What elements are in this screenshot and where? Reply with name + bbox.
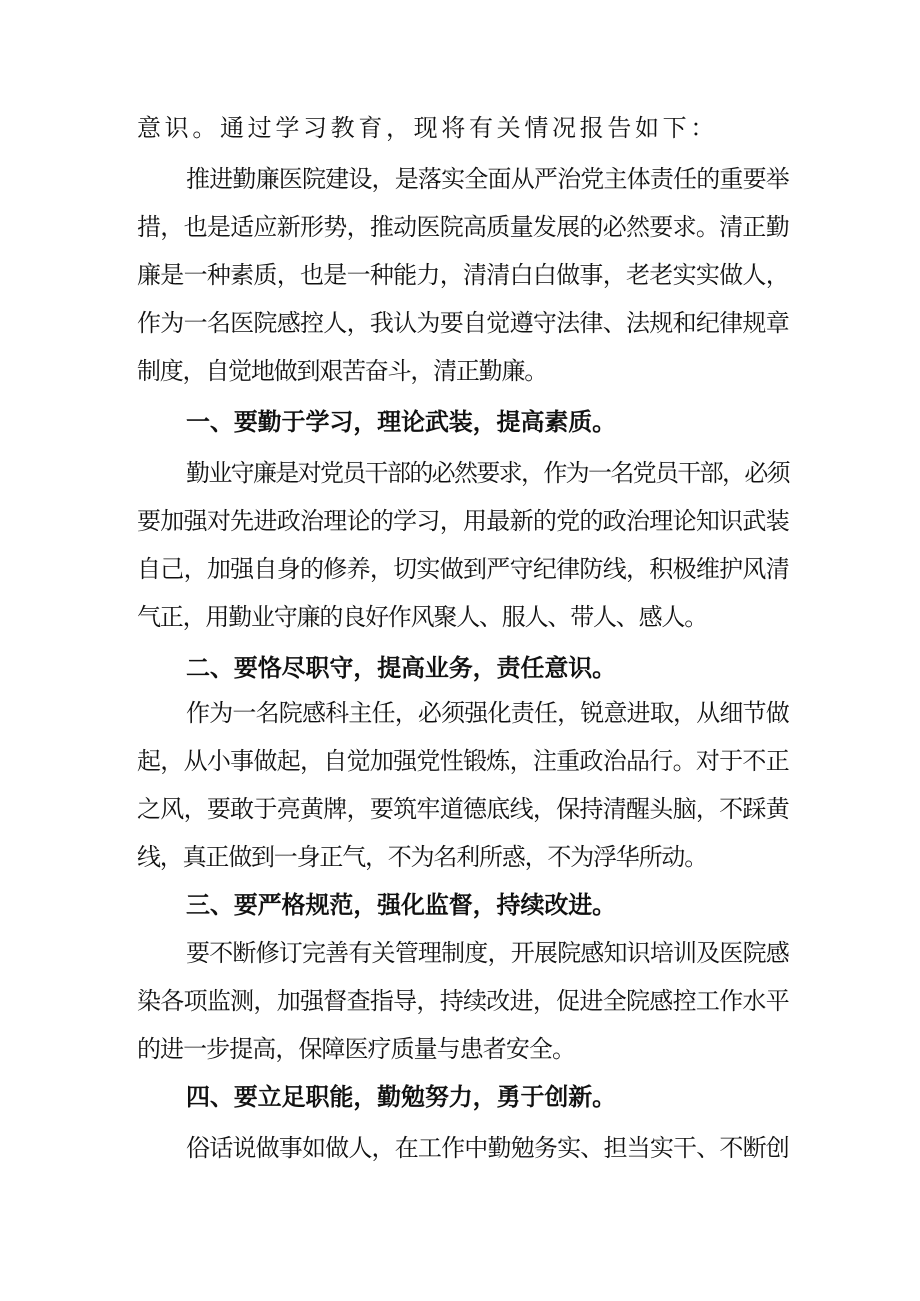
line-text: 俗话说做事如做人，在工作中勤勉务实、担当实干、不断创 <box>186 1134 789 1162</box>
paragraph-line <box>0 933 920 973</box>
paragraph-line <box>0 981 920 1021</box>
section-heading <box>0 885 920 925</box>
paragraph-line <box>0 351 920 391</box>
line-text: 染各项监测，加强督查指导，持续改进，促进全院感控工作水平 <box>137 987 789 1015</box>
line-text: 起，从小事做起，自觉加强党性锻炼，注重政治品行。对于不正 <box>137 747 789 775</box>
paragraph-line <box>0 255 920 295</box>
paragraph-line <box>0 303 920 343</box>
line-text: 措，也是适应新形势，推动医院高质量发展的必然要求。清正勤 <box>137 213 789 241</box>
section-heading-text: 二、要恪尽职守，提高业务，责任意识。 <box>186 654 616 682</box>
paragraph-line <box>0 159 920 199</box>
paragraph-line <box>0 1128 920 1168</box>
line-text: 自己，加强自身的修养，切实做到严守纪律防线，积极维护风清 <box>137 555 789 583</box>
line-text: 廉是一种素质，也是一种能力，清清白白做事，老老实实做人， <box>137 261 789 289</box>
paragraph-line <box>0 693 920 733</box>
paragraph-line <box>0 453 920 493</box>
paragraph-line <box>0 741 920 781</box>
paragraph-line <box>0 207 920 247</box>
line-text: 意识。通过学习教育，现将有关情况报告如下： <box>137 114 718 142</box>
line-text: 要不断修订完善有关管理制度，开展院感知识培训及医院感 <box>186 939 789 967</box>
line-text: 气正，用勤业守廉的良好作风聚人、服人、带人、感人。 <box>137 603 707 631</box>
line-text: 的进一步提高，保障医疗质量与患者安全。 <box>137 1035 575 1063</box>
line-text: 制度，自觉地做到艰苦奋斗，清正勤廉。 <box>137 357 547 385</box>
paragraph-line <box>0 837 920 877</box>
line-text: 要加强对先进政治理论的学习，用最新的党的政治理论知识武装 <box>137 507 789 535</box>
paragraph-line <box>0 789 920 829</box>
line-text: 推进勤廉医院建设，是落实全面从严治党主体责任的重要举 <box>186 165 789 193</box>
section-heading <box>0 1077 920 1117</box>
section-heading-text: 四、要立足职能，勤勉努力，勇于创新。 <box>186 1083 616 1111</box>
section-heading <box>0 402 920 442</box>
line-text: 之风，要敢于亮黄牌，要筑牢道德底线，保持清醒头脑，不踩黄 <box>137 795 789 823</box>
paragraph-line <box>0 108 920 148</box>
paragraph-line <box>0 597 920 637</box>
line-text: 作为一名医院感控人，我认为要自觉遵守法律、法规和纪律规章 <box>137 309 789 337</box>
section-heading-text: 三、要严格规范，强化监督，持续改进。 <box>186 891 616 919</box>
line-text: 勤业守廉是对党员干部的必然要求，作为一名党员干部，必须 <box>186 459 789 487</box>
line-text: 作为一名院感科主任，必须强化责任，锐意进取，从细节做 <box>186 699 789 727</box>
line-text: 线，真正做到一身正气，不为名利所惑，不为浮华所动。 <box>137 843 707 871</box>
paragraph-line <box>0 549 920 589</box>
paragraph-line <box>0 1029 920 1069</box>
section-heading <box>0 648 920 688</box>
paragraph-line <box>0 501 920 541</box>
section-heading-text: 一、要勤于学习，理论武装，提高素质。 <box>186 408 616 436</box>
